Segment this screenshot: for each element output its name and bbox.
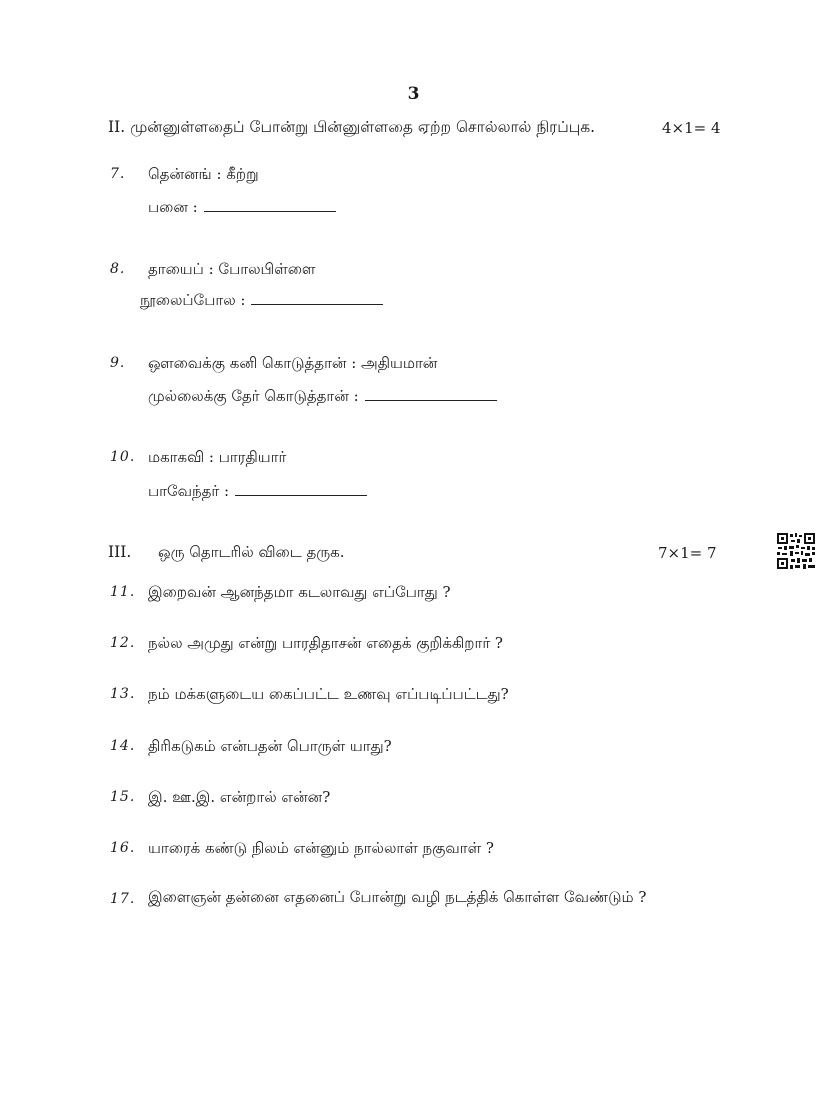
question-text: திரிகடுகம் என்பதன் பொருள் யாது? bbox=[148, 737, 392, 755]
question-number: 7. bbox=[110, 166, 126, 182]
analogy-prompt: தாயைப் : போலபிள்ளை bbox=[148, 260, 316, 278]
question-number: 17. bbox=[110, 891, 136, 907]
qr-code-icon bbox=[776, 532, 816, 570]
answer-blank bbox=[204, 201, 336, 212]
question-number: 12. bbox=[110, 635, 136, 651]
analogy-fill-label: முல்லைக்கு தேர் கொடுத்தான் : bbox=[148, 387, 359, 405]
answer-blank bbox=[235, 485, 367, 496]
question-text: இறைவன் ஆனந்தமா கடலாவது எப்போது ? bbox=[148, 583, 451, 601]
analogy-prompt: தென்னங் : கீற்று bbox=[148, 165, 259, 183]
question-number: 15. bbox=[110, 789, 136, 805]
section-2-marks: 4×1= 4 bbox=[662, 119, 721, 137]
analogy-fill-line bbox=[148, 198, 336, 218]
question-text: நம் மக்களுடைய கைப்பட்ட உணவு எப்படிப்பட்டது? bbox=[148, 685, 509, 703]
analogy-fill-line bbox=[148, 482, 367, 502]
answer-blank bbox=[365, 390, 497, 401]
question-number: 14. bbox=[110, 738, 136, 754]
answer-blank bbox=[251, 294, 383, 305]
question-number: 10. bbox=[110, 449, 136, 465]
question-number: 16. bbox=[110, 840, 136, 856]
question-number: 9. bbox=[110, 355, 126, 371]
section-3-title: ஒரு தொடரில் விடை தருக. bbox=[158, 543, 345, 561]
question-number: 8. bbox=[110, 261, 126, 277]
analogy-prompt: மகாகவி : பாரதியார் bbox=[148, 448, 287, 466]
question-text: யாரைக் கண்டு நிலம் என்னும் நால்லாள் நகுவாள் ? bbox=[148, 839, 494, 857]
question-text: இ. ஊ.இ. என்றால் என்ன? bbox=[148, 788, 331, 806]
analogy-fill-label: பனை : bbox=[148, 198, 198, 216]
analogy-prompt: ஔவைக்கு கனி கொடுத்தான் : அதியமான் bbox=[148, 354, 438, 372]
analogy-fill-label: நூலைப்போல : bbox=[140, 291, 246, 309]
question-number: 13. bbox=[110, 686, 136, 702]
analogy-fill-line bbox=[148, 387, 497, 407]
analogy-fill-line bbox=[140, 291, 383, 311]
page-number: 3 bbox=[407, 84, 420, 104]
section-3-marks: 7×1= 7 bbox=[658, 544, 717, 562]
question-text: நல்ல அமுது என்று பாரதிதாசன் எதைக் குறிக்கிறார் ? bbox=[148, 634, 503, 652]
section-3-label: III. bbox=[108, 543, 132, 561]
section-2-title: II. முன்னுள்ளதைப் போன்று பின்னுள்ளதை ஏற்ற சொல்லால் நிரப்புக. bbox=[108, 118, 596, 136]
question-text: இளைஞன் தன்னை எதனைப் போன்று வழி நடத்திக் கொள்ள வேண்டும் ? bbox=[148, 888, 647, 906]
analogy-fill-label: பாவேந்தர் : bbox=[148, 482, 230, 500]
question-number: 11. bbox=[110, 584, 136, 600]
